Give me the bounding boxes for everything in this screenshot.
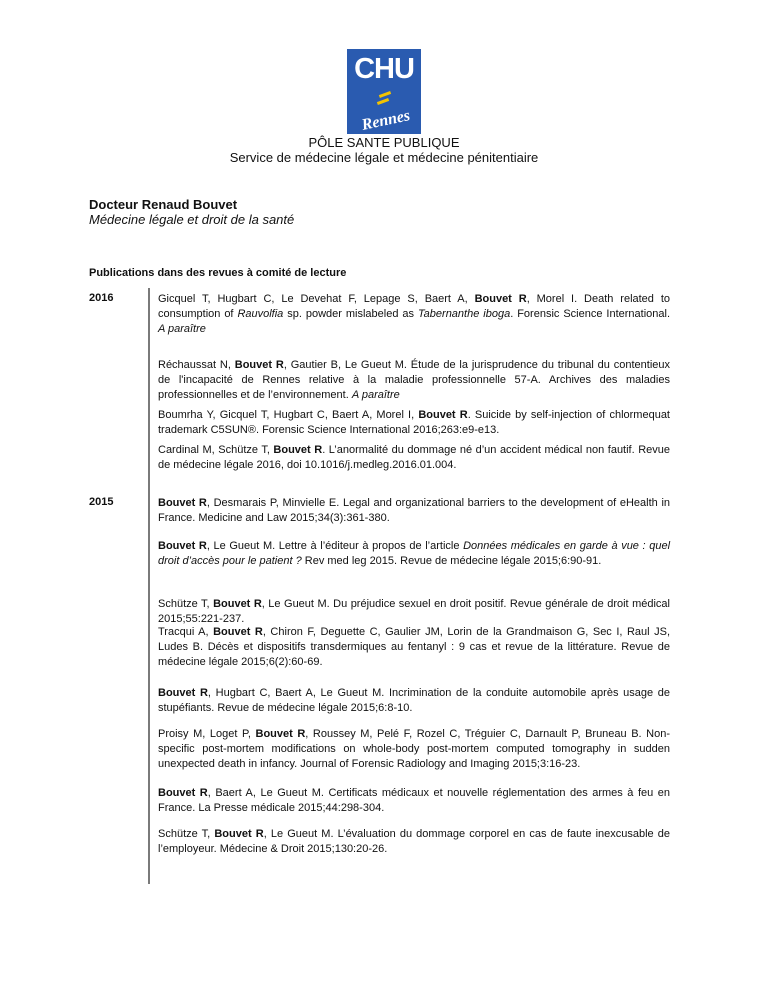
year-2015: 2015: [89, 496, 114, 508]
year-divider: [148, 288, 150, 884]
year-2016: 2016: [89, 292, 114, 304]
section-title: Publications dans des revues à comité de lecture: [89, 267, 347, 279]
publication-item: Bouvet R, Le Gueut M. Lettre à l’éditeur à propos de l’article Données médicales en garde à vue : quel droit d’accès pour le patient ? Rev med leg 2015. Revue de médecine légale 2015;6:90-91.: [158, 540, 671, 567]
doctor-specialty: Médecine légale et droit de la santé: [89, 212, 295, 227]
publication-item: Bouvet R, Baert A, Le Gueut M. Certificats médicaux et nouvelle réglementation des armes à feu en France. La Presse médicale 2015;44:298-304.: [158, 787, 670, 814]
publication-item: Proisy M, Loget P, Bouvet R, Roussey M, Pelé F, Rozel C, Tréguier C, Darnault P, Bruneau B. Non-specific post-mortem modifications on whole-body post-mortem computed tomography in sudden unexpected death in infancy. Journal of Forensic Radiology and Imaging 2015;3:16-23.: [158, 728, 671, 770]
publication-item: Boumrha Y, Gicquel T, Hugbart C, Baert A, Morel I, Bouvet R. Suicide by self-injection of chlormequat trademark C5SUN®. Forensic Science International 2016;263:e9-e13.: [158, 409, 670, 436]
publication-item: Schütze T, Bouvet R, Le Gueut M. L’évaluation du dommage corporel en cas de faute inexcusable de l’employeur. Médecine & Droit 2015;130:20-26.: [158, 828, 671, 855]
chu-rennes-logo: [347, 49, 421, 134]
logo-chu-text: CHU: [354, 53, 414, 85]
doctor-name: Docteur Renaud Bouvet: [89, 197, 238, 212]
publication-item: Bouvet R, Desmarais P, Minvielle E. Legal and organizational barriers to the development of eHealth in France. Medicine and Law 2015;34(3):361-380.: [158, 497, 671, 524]
publication-item: Tracqui A, Bouvet R, Chiron F, Deguette C, Gaulier JM, Lorin de la Grandmaison G, Sec I, Raul JS, Ludes B. Décès et dispositifs transdermiques au fentanyl : 9 cas et revue de la littérature. Revue de médecine légale 2015;6(2):60-69.: [158, 626, 671, 668]
publication-item: Gicquel T, Hugbart C, Le Devehat F, Lepage S, Baert A, Bouvet R, Morel I. Death related to consumption of Rauvolfia sp. powder mislabeled as Tabernanthe iboga. Forensic Science International. A paraître: [158, 293, 671, 335]
publication-item: Schütze T, Bouvet R, Le Gueut M. Du préjudice sexuel en droit positif. Revue générale de droit médical 2015;55:221-237.: [158, 598, 670, 625]
publication-item: Cardinal M, Schütze T, Bouvet R. L’anormalité du dommage né d’un accident médical non fautif. Revue de médecine légale 2016, doi 10.1016/j.medleg.2016.01.004.: [158, 444, 670, 471]
service-title: Service de médecine légale et médecine pénitentiaire: [229, 150, 539, 165]
publication-item: Bouvet R, Hugbart C, Baert A, Le Gueut M. Incrimination de la conduite automobile après usage de stupéfiants. Revue de médecine légale 2015;6:8-10.: [158, 687, 671, 714]
pole-title: PÔLE SANTE PUBLIQUE: [308, 135, 460, 150]
logo-accent-1: [379, 91, 391, 98]
logo-accent-2: [377, 98, 389, 105]
logo-city-text: Rennes: [360, 107, 412, 134]
publication-item: Réchaussat N, Bouvet R, Gautier B, Le Gueut M. Étude de la jurisprudence du tribunal du contentieux de l'incapacité de Rennes relative à la maladie professionnelle 57-A. Archives des maladies professionnelles et de l’environnement. A paraître: [158, 359, 671, 401]
